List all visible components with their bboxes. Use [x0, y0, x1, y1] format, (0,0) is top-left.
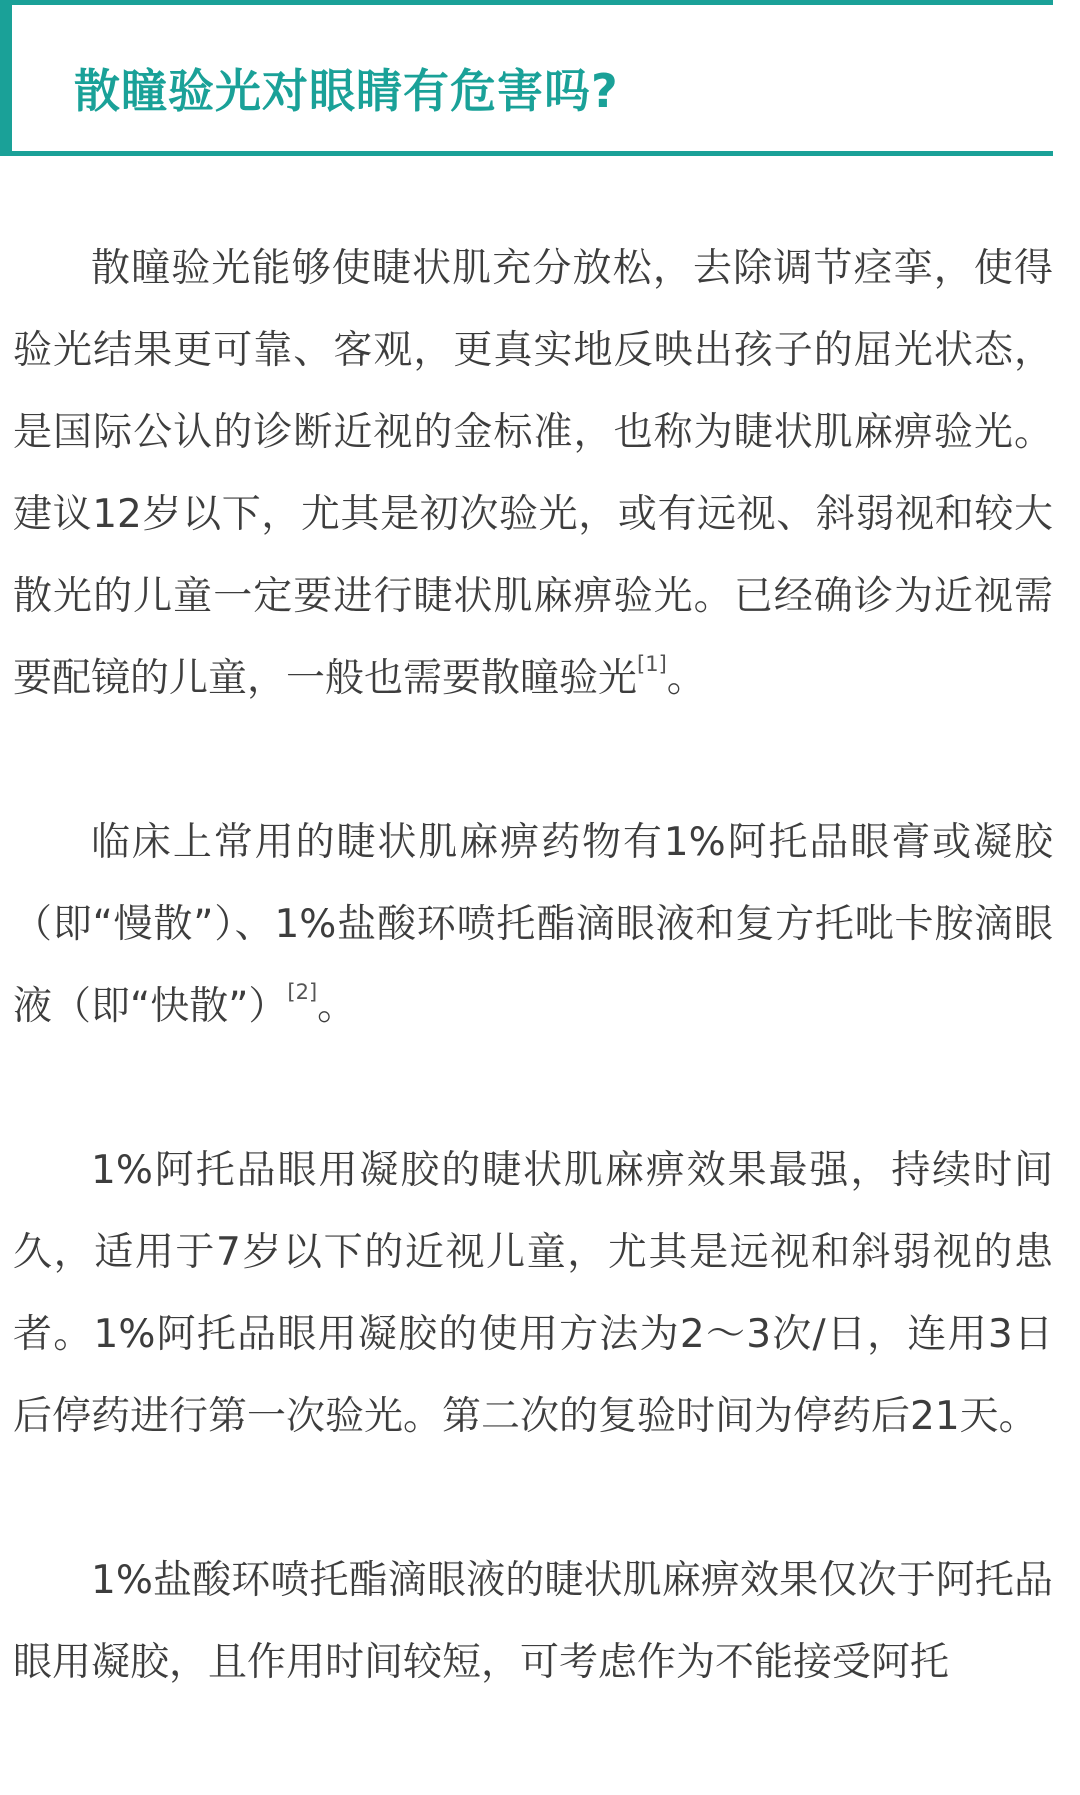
paragraph-text: 临床上常用的睫状肌麻痹药物有1%阿托品眼膏或凝胶（即“慢散”）、1%盐酸环喷托酯滴眼液和复方托吡卡胺滴眼液（即“快散”）: [13, 820, 1053, 1029]
citation-link[interactable]: [2]: [287, 980, 318, 1004]
paragraph-end: 。: [317, 984, 357, 1029]
paragraph-cycloplegic-drugs: [13, 802, 1053, 1048]
paragraph-mydriatic-refraction: [13, 228, 1053, 720]
section-heading-box: [0, 5, 1053, 156]
section-title: 散瞳验光对眼睛有危害吗?: [74, 64, 619, 118]
paragraph-atropine-gel: [13, 1130, 1053, 1458]
paragraph-text: 散瞳验光能够使睫状肌充分放松，去除调节痉挛，使得验光结果更可靠、客观，更真实地反映出孩子的屈光状态，是国际公认的诊断近视的金标准，也称为睫状肌麻痹验光。建议12岁以下，尤其是初次验光，或有远视、斜弱视和较大散光的儿童一定要进行睫状肌麻痹验光。已经确诊为近视需要配镜的儿童，一般也需要散瞳验光: [13, 246, 1053, 701]
citation-link[interactable]: [1]: [637, 652, 667, 676]
paragraph-cyclopentolate: [13, 1540, 1053, 1704]
article-body: [13, 228, 1053, 1786]
paragraph-end: 。: [666, 656, 706, 701]
paragraph-text: 1%盐酸环喷托酯滴眼液的睫状肌麻痹效果仅次于阿托品眼用凝胶，且作用时间较短，可考虑作为不能接受阿托: [13, 1558, 1053, 1685]
paragraph-text: 1%阿托品眼用凝胶的睫状肌麻痹效果最强，持续时间久，适用于7岁以下的近视儿童，尤其是远视和斜弱视的患者。1%阿托品眼用凝胶的使用方法为2～3次/日，连用3日后停药进行第一次验光。第二次的复验时间为停药后21天。: [13, 1148, 1053, 1439]
